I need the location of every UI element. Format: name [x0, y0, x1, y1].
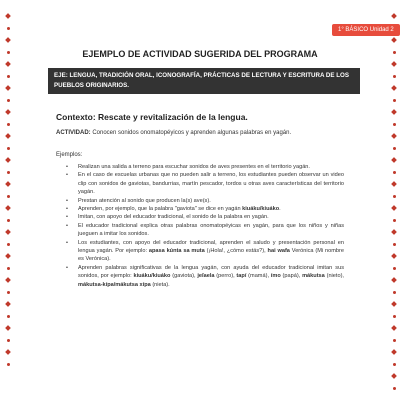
diamond-ornament-icon [5, 37, 11, 43]
diamond-ornament-icon [391, 253, 397, 259]
list-item-text: Realizan una salida a terreno para escuchar sonidos de aves presentes en el territorio yagán. [78, 164, 310, 170]
diamond-ornament-icon [391, 37, 397, 43]
list-item [56, 213, 344, 221]
list-item [56, 197, 344, 205]
diamond-ornament-icon [391, 157, 397, 163]
dot-ornament-icon [7, 291, 10, 294]
diamond-ornament-icon [391, 133, 397, 139]
dot-ornament-icon [393, 75, 396, 78]
dot-ornament-icon [393, 147, 396, 150]
dot-ornament-icon [393, 267, 396, 270]
list-item [56, 163, 344, 171]
list-item [56, 239, 344, 264]
list-item-text: . [279, 206, 281, 213]
list-item-text: (perro), [214, 273, 237, 280]
list-item-text: Aprenden palabras significativas de la lengua yagán, con ayuda del educador tradicional imitan sus sonidos, por ejemplo: [78, 264, 344, 280]
diamond-ornament-icon [391, 85, 397, 91]
yagan-word: ímo [270, 273, 281, 280]
diamond-ornament-icon [5, 61, 11, 67]
examples-label: Ejemplos: [56, 152, 83, 158]
right-decorative-border [389, 14, 399, 400]
dot-ornament-icon [393, 171, 396, 174]
diamond-ornament-icon [391, 325, 397, 331]
yagan-word: mákutsa [302, 273, 325, 280]
diamond-ornament-icon [391, 181, 397, 187]
dot-ornament-icon [393, 315, 396, 318]
yagan-word: kiuáku/kiuáko [133, 273, 171, 280]
list-item-text: (¡Hola!, ¿cómo estás?), [204, 248, 268, 255]
list-item-text: Imitan, con apoyo del educador tradicional, el sonido de la palabra en yagán. [78, 214, 269, 221]
dot-ornament-icon [393, 195, 396, 198]
activity-text: Conocen sonidos onomatopéyicos y aprenden algunas palabras en yagán. [90, 130, 292, 136]
context-heading: Contexto: Rescate y revitalización de la lengua. [56, 112, 248, 122]
list-item-text: El educador tradicional explica otras palabras onomatopéyicas en yagán, para que los niños y niñas jueguen a imitar los sonidos. [78, 222, 344, 238]
dot-ornament-icon [7, 219, 10, 222]
dot-ornament-icon [393, 243, 396, 246]
dot-ornament-icon [7, 123, 10, 126]
list-item [56, 264, 344, 289]
list-item [56, 171, 344, 196]
list-item-text: Prestan atención al sonido que producen la(s) ave(s). [78, 197, 211, 204]
dot-ornament-icon [7, 27, 10, 30]
list-item-text: Los estudiantes, con apoyo del educador tradicional, aprenden el saludo y presentación personal en lengua yagán. Por ejemplo: [78, 239, 344, 255]
yagan-word: apasa kúnta sa muta [148, 248, 205, 255]
dot-ornament-icon [393, 387, 396, 390]
list-item [56, 205, 344, 213]
examples-list [56, 163, 344, 289]
diamond-ornament-icon [5, 277, 11, 283]
dot-ornament-icon [7, 195, 10, 198]
dot-ornament-icon [7, 363, 10, 366]
list-item-text: En el caso de escuelas urbanas que no pueden salir a terreno, los estudiantes pueden observar un video clip con sonidos de gaviotas, bandurrias, martín pescador, tordos u otras aves características del territorio yagán. [78, 172, 344, 196]
grade-unit-badge: 1° BÁSICO Unidad 2 [332, 24, 400, 36]
activity-line [56, 130, 291, 136]
diamond-ornament-icon [5, 133, 11, 139]
list-item-text: (gaviota), [170, 273, 198, 280]
diamond-ornament-icon [5, 301, 11, 307]
diamond-ornament-icon [391, 373, 397, 379]
list-item-text: (nieto), [324, 273, 344, 280]
dot-ornament-icon [7, 171, 10, 174]
list-item-text: (papá), [280, 273, 303, 280]
yagan-word: jeſaela [197, 273, 215, 280]
list-item-text: Verónica (Mi nombre es Verónica). [78, 248, 344, 263]
dot-ornament-icon [393, 363, 396, 366]
dot-ornament-icon [7, 315, 10, 318]
diamond-ornament-icon [391, 277, 397, 283]
diamond-ornament-icon [5, 109, 11, 115]
yagan-word: hai wafa [267, 248, 290, 255]
diamond-ornament-icon [5, 181, 11, 187]
yagan-word: mákutsa-kípa/mákutsa xípa [78, 281, 151, 288]
dot-ornament-icon [7, 267, 10, 270]
left-decorative-border [3, 14, 13, 400]
activity-label: ACTIVIDAD: [56, 130, 91, 136]
dot-ornament-icon [393, 291, 396, 294]
diamond-ornament-icon [5, 325, 11, 331]
yagan-word: tapí [236, 273, 247, 280]
diamond-ornament-icon [5, 85, 11, 91]
diamond-ornament-icon [391, 109, 397, 115]
dot-ornament-icon [393, 99, 396, 102]
eje-banner: EJE: LENGUA, TRADICIÓN ORAL, ICONOGRAFÍA, PRÁCTICAS DE LECTURA Y ESCRITURA DE LOS PUEBLOS ORIGINARIOS. [48, 68, 360, 94]
list-item-text: Aprenden, por ejemplo, que la palabra "gaviota" se dice en yagán [78, 206, 243, 213]
diamond-ornament-icon [5, 229, 11, 235]
diamond-ornament-icon [5, 349, 11, 355]
diamond-ornament-icon [391, 349, 397, 355]
dot-ornament-icon [7, 99, 10, 102]
diamond-ornament-icon [5, 205, 11, 211]
diamond-ornament-icon [391, 13, 397, 19]
yagan-word: kiuáku/kiuáko [242, 206, 280, 213]
diamond-ornament-icon [391, 205, 397, 211]
dot-ornament-icon [7, 243, 10, 246]
dot-ornament-icon [393, 339, 396, 342]
list-item-text: (nieta). [150, 281, 170, 288]
diamond-ornament-icon [5, 253, 11, 259]
document-title: EJEMPLO DE ACTIVIDAD SUGERIDA DEL PROGRAMA [82, 49, 318, 59]
diamond-ornament-icon [391, 229, 397, 235]
diamond-ornament-icon [391, 301, 397, 307]
list-item [56, 222, 344, 239]
list-item-text: (mamá), [246, 273, 271, 280]
diamond-ornament-icon [391, 61, 397, 67]
dot-ornament-icon [393, 123, 396, 126]
diamond-ornament-icon [5, 13, 11, 19]
dot-ornament-icon [7, 339, 10, 342]
dot-ornament-icon [7, 75, 10, 78]
diamond-ornament-icon [5, 157, 11, 163]
dot-ornament-icon [393, 219, 396, 222]
dot-ornament-icon [7, 147, 10, 150]
